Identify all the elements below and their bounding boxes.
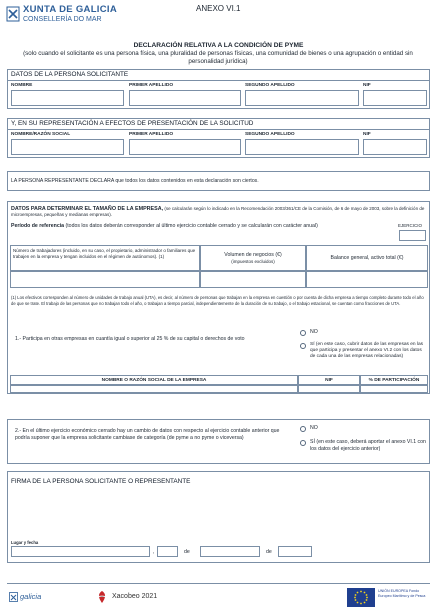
xacobeo-text: Xacobeo 2021 — [112, 593, 158, 600]
logo-title: XUNTA DE GALICIA — [23, 4, 117, 15]
firma-section — [7, 471, 430, 563]
q1-no-radio[interactable] — [300, 330, 306, 336]
volumen-cell — [200, 245, 306, 271]
tamano-heading-block — [11, 206, 426, 218]
footnote-text: Los efectivos corresponden al número de unidades de trabajo anual (UTA), es decir, al número de personas que trabajan en la empresa en cuestión o por cuenta de dicha empresa a tiempo completo durante todo el año de que se trate. El trabajo de las personas que no trabajan todo el año, o trabajan a tiempo parcial, independientemente de la duración de su trabajo, o el trabajo estacional, se cuentan como fracciones de UTA. — [11, 295, 424, 306]
primer-apellido-field[interactable] — [129, 90, 241, 106]
xunta-logo — [6, 4, 136, 26]
galicia-logo — [9, 590, 69, 606]
trabajadores-input[interactable] — [10, 271, 200, 288]
footnote-mark: (1) — [11, 295, 17, 300]
q2-no-label: NO — [310, 425, 318, 431]
balance-cell — [306, 245, 428, 271]
col-nombre-header — [10, 375, 298, 385]
xacobeo-logo — [95, 589, 185, 607]
eu-logo — [347, 587, 429, 609]
mes-field[interactable] — [200, 546, 260, 557]
solicitante-heading: DATOS DE LA PERSONA SOLICITANTE — [11, 71, 129, 78]
label-nif: NIF — [363, 132, 371, 137]
footnote — [11, 295, 426, 306]
label-razon-social: NOMBRE/RAZÓN SOCIAL — [11, 132, 71, 137]
declaration-title: DECLARACIÓN RELATIVA A LA CONDICIÓN DE PYME — [133, 42, 304, 49]
declara-section — [7, 171, 430, 191]
q1-si-label: SÍ (en este caso, cubrir datos de las empresas en las que participa y presentar el anexo VI.2 con los datos de cada una de las empresas relacionadas) — [310, 342, 424, 359]
annex-label: ANEXO VI.1 — [196, 4, 241, 13]
de-1: de — [184, 549, 190, 555]
col-pct-label: % DE PARTICIPACIÓN — [368, 378, 420, 383]
label-segundo-apellido: SEGUNDO APELLIDO — [245, 83, 295, 88]
q2-si-radio[interactable] — [300, 440, 306, 446]
rep-primer-apellido-field[interactable] — [129, 139, 241, 155]
col-nif-header — [298, 375, 360, 385]
periodo-text: (todos los datos deberán corresponder al último ejercicio contable cerrado y se calcularán con carácter anual) — [65, 223, 318, 229]
nif-field[interactable] — [363, 90, 427, 106]
label-nombre: NOMBRE — [11, 83, 33, 88]
nombre-field[interactable] — [11, 90, 124, 106]
segundo-apellido-field[interactable] — [245, 90, 359, 106]
footer-separator — [7, 583, 430, 584]
participation-row-pct[interactable] — [360, 385, 428, 393]
representacion-section — [7, 118, 430, 158]
label-nif: NIF — [363, 83, 371, 88]
volumen-input[interactable] — [200, 271, 306, 288]
logo-subtitle: CONSELLERÍA DO MAR — [23, 16, 102, 23]
q2-text: 2.- En el último ejercicio económico cerrado hay un cambio de datos con respecto al ejercicio contable anterior que podría suponer que la empresa solicitante cambiase de categoría (de pyme a no pyme o viceversa) — [15, 428, 280, 441]
trabajadores-text: Número de trabajadores (incluido, en su caso, el propietario, administrador o familiares que trabajen en la empresa y tengan incluidos en el régimen de autónomos). — [13, 248, 196, 259]
rep-nombre-field[interactable] — [11, 139, 124, 155]
label-primer-apellido: PRIMER APELLIDO — [129, 83, 174, 88]
q1-text: 1.- Participa en otras empresas en cuantía igual o superior al 25 % de su capital o derechos de voto — [15, 336, 245, 342]
col-pct-header — [360, 375, 428, 385]
participation-row-nif[interactable] — [298, 385, 360, 393]
balance-label: Balance general, activo total (€) — [330, 255, 404, 261]
xacobeo-emblem-icon — [95, 590, 109, 604]
declara-text: LA PERSONA REPRESENTANTE DECLARA que todos los datos contenidos en esta declaración son ciertos. — [11, 178, 259, 184]
label-primer-apellido: PRIMER APELLIDO — [129, 132, 174, 137]
tamano-heading-rest: (se calcularán según lo indicado en la Recomendación 2003/361/CE de la Comisión, de 6 de mayo de 2003, sobre la definición de microempresas, pequeñas y medianas empresas). — [11, 206, 425, 217]
eu-flag-icon — [347, 588, 375, 607]
col-nombre-label: NOMBRE O RAZÓN SOCIAL DE LA EMPRESA — [101, 378, 207, 383]
q2-si-label: SÍ (en este caso, deberá aportar el anexo VI.1 con los datos del ejercicio anterior) — [310, 439, 426, 452]
solicitante-section — [7, 69, 430, 109]
firma-heading: FIRMA DE LA PERSONA SOLICITANTE O REPRESENTANTE — [11, 478, 191, 485]
periodo-block — [11, 223, 411, 230]
declaration-subtitle: (solo cuando el solicitante es una persona física, una pluralidad de personas físicas, una comunidad de bienes o una agrupación o entidad sin personalidad jurídica) — [23, 50, 413, 65]
tamano-heading: DATOS PARA DETERMINAR EL TAMAÑO DE LA EMPRESA, — [11, 206, 164, 212]
anio-field[interactable] — [278, 546, 312, 557]
galicia-emblem-icon — [9, 592, 18, 602]
xunta-emblem-icon — [6, 6, 20, 22]
tamano-section — [7, 201, 430, 394]
periodo-label: Período de referencia — [11, 223, 65, 229]
q1-si-radio[interactable] — [300, 343, 306, 349]
q2-no-radio[interactable] — [300, 426, 306, 432]
ejercicio-field[interactable] — [399, 230, 426, 241]
comma: , — [153, 549, 155, 555]
label-segundo-apellido: SEGUNDO APELLIDO — [245, 132, 295, 137]
rep-segundo-apellido-field[interactable] — [245, 139, 359, 155]
balance-input[interactable] — [306, 271, 428, 288]
eu-text: UNIÓN EUROPEA Fondo Europeo Marítimo y de Pesca — [378, 589, 426, 598]
col-nif-label: NIF — [325, 378, 333, 383]
representacion-heading: Y, EN SU REPRESENTACIÓN A EFECTOS DE PRESENTACIÓN DE LA SOLICITUD — [11, 120, 254, 127]
trabajadores-label — [13, 248, 197, 260]
volumen-sub: (impuestos excluidos) — [231, 259, 275, 264]
trabajadores-note: (1) — [158, 254, 165, 259]
rep-nif-field[interactable] — [363, 139, 427, 155]
galicia-text: galicia — [20, 592, 42, 601]
lugar-field[interactable] — [11, 546, 150, 557]
trabajadores-cell — [10, 245, 200, 271]
q2-section — [7, 419, 430, 464]
participation-row-name[interactable] — [10, 385, 298, 393]
lugar-label: Lugar y fecha — [11, 540, 39, 545]
q1-no-label: NO — [310, 329, 318, 335]
de-2: de — [266, 549, 272, 555]
ejercicio-label: EJERCICIO — [398, 223, 423, 228]
dia-field[interactable] — [157, 546, 178, 557]
volumen-label: Volumen de negocios (€) — [224, 252, 282, 258]
